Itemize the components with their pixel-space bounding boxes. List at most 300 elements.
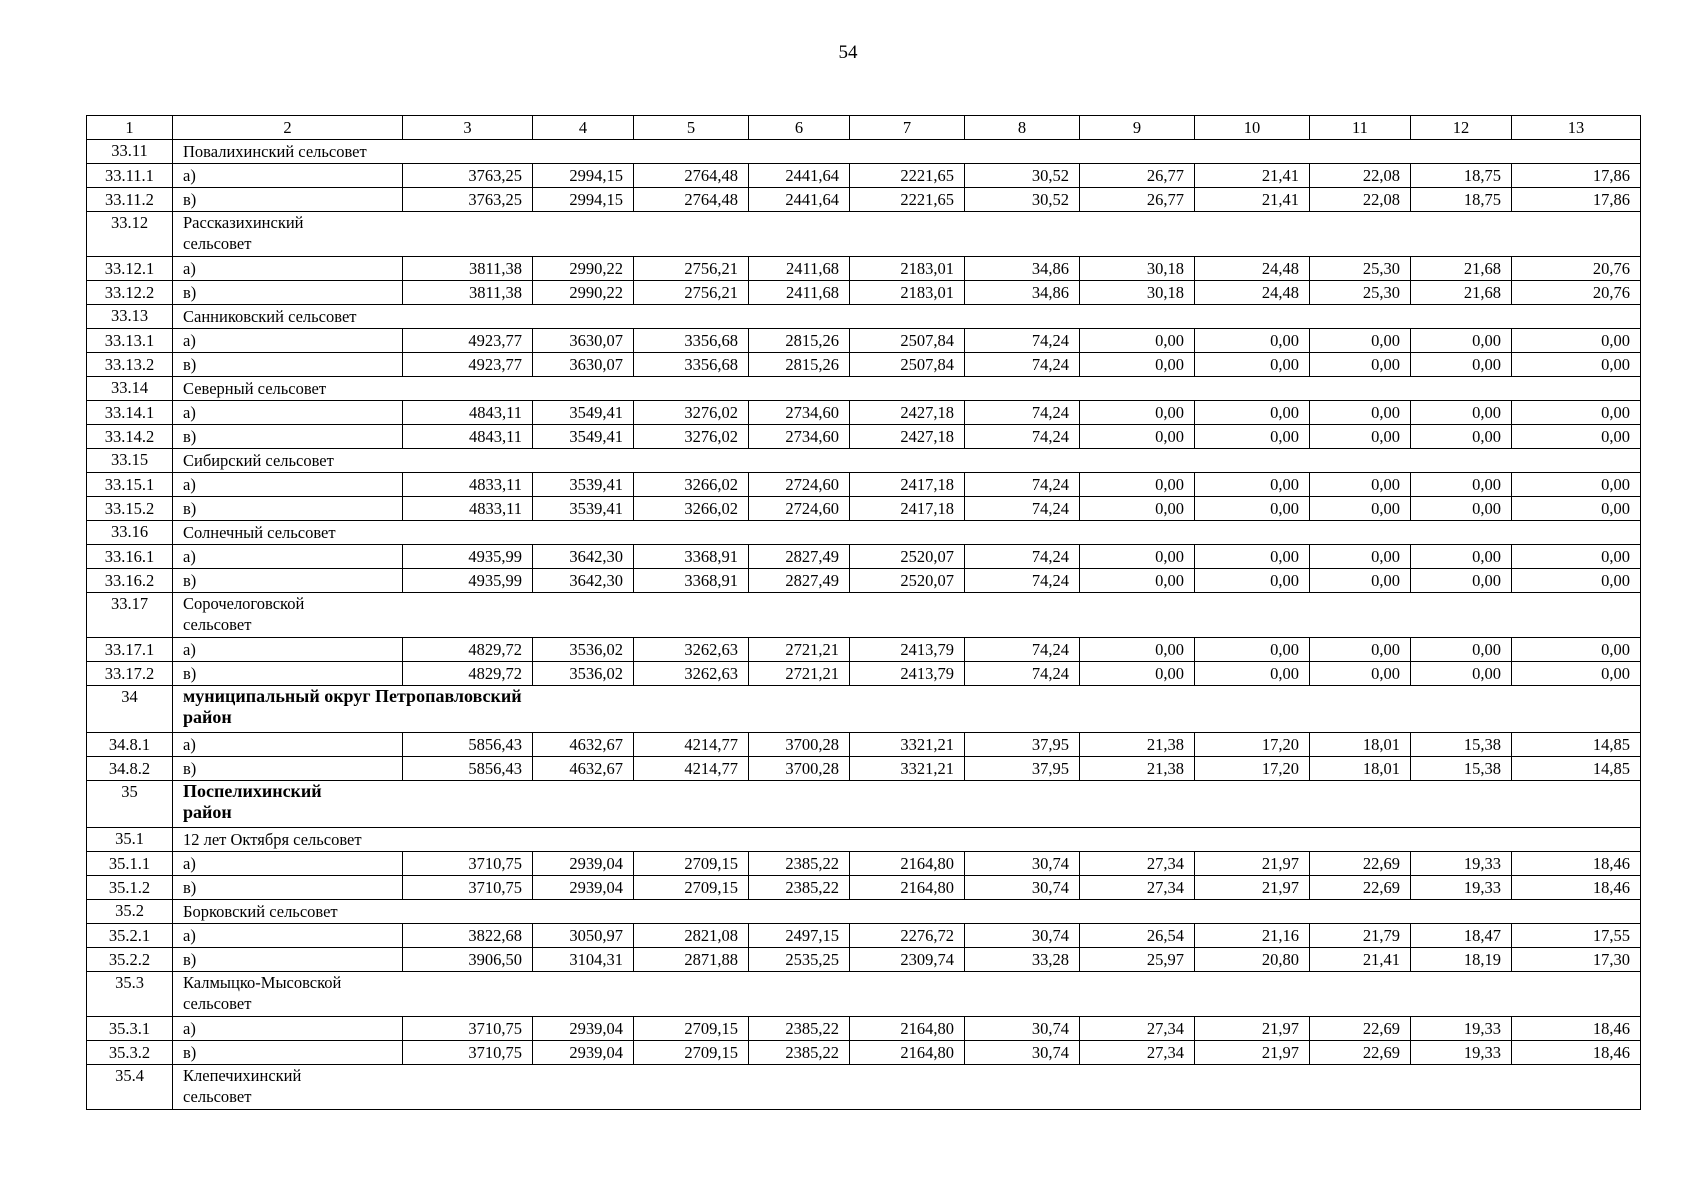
value-cell: 74,24 <box>965 401 1080 425</box>
column-number-header: 7 <box>850 116 965 140</box>
value-cell: 0,00 <box>1080 473 1195 497</box>
value-cell: 0,00 <box>1080 569 1195 593</box>
value-cell: 0,00 <box>1512 497 1641 521</box>
value-cell: 4833,11 <box>403 473 533 497</box>
row-label: в) <box>173 353 403 377</box>
value-cell: 3549,41 <box>533 401 634 425</box>
section-name <box>173 449 1641 473</box>
value-cell: 4923,77 <box>403 353 533 377</box>
value-cell: 30,74 <box>965 1041 1080 1065</box>
value-cell: 15,38 <box>1411 757 1512 781</box>
value-cell: 22,69 <box>1310 1017 1411 1041</box>
value-cell: 14,85 <box>1512 757 1641 781</box>
value-cell: 2385,22 <box>749 1017 850 1041</box>
value-cell: 33,28 <box>965 948 1080 972</box>
value-cell: 25,30 <box>1310 281 1411 305</box>
value-cell: 74,24 <box>965 497 1080 521</box>
value-cell: 2413,79 <box>850 638 965 662</box>
value-cell: 0,00 <box>1080 353 1195 377</box>
value-cell: 2709,15 <box>634 852 749 876</box>
value-cell: 22,08 <box>1310 164 1411 188</box>
tariff-table <box>86 115 1641 1110</box>
value-cell: 0,00 <box>1195 473 1310 497</box>
value-cell: 3262,63 <box>634 662 749 686</box>
value-cell: 74,24 <box>965 569 1080 593</box>
value-cell: 2164,80 <box>850 1017 965 1041</box>
row-code: 33.17.1 <box>87 638 173 662</box>
row-code: 34.8.2 <box>87 757 173 781</box>
row-code: 35 <box>87 781 173 828</box>
value-cell: 0,00 <box>1195 329 1310 353</box>
value-cell: 0,00 <box>1512 473 1641 497</box>
row-label: а) <box>173 638 403 662</box>
table-row <box>87 281 1641 305</box>
value-cell: 0,00 <box>1310 662 1411 686</box>
column-number-header: 6 <box>749 116 850 140</box>
value-cell: 22,69 <box>1310 876 1411 900</box>
value-cell: 18,46 <box>1512 876 1641 900</box>
value-cell: 26,77 <box>1080 188 1195 212</box>
table-row <box>87 329 1641 353</box>
value-cell: 2939,04 <box>533 1041 634 1065</box>
value-cell: 3763,25 <box>403 164 533 188</box>
section-name-line: Клепечихинский <box>183 1066 302 1085</box>
value-cell: 2411,68 <box>749 281 850 305</box>
table-row <box>87 852 1641 876</box>
value-cell: 74,24 <box>965 329 1080 353</box>
value-cell: 3321,21 <box>850 733 965 757</box>
value-cell: 22,69 <box>1310 1041 1411 1065</box>
row-code: 33.11 <box>87 140 173 164</box>
table-row <box>87 545 1641 569</box>
value-cell: 2724,60 <box>749 497 850 521</box>
value-cell: 2164,80 <box>850 852 965 876</box>
section-name-line: район <box>183 707 232 727</box>
value-cell: 2417,18 <box>850 473 965 497</box>
council-header-row <box>87 593 1641 638</box>
value-cell: 2764,48 <box>634 188 749 212</box>
value-cell: 21,97 <box>1195 852 1310 876</box>
value-cell: 2990,22 <box>533 257 634 281</box>
value-cell: 0,00 <box>1195 569 1310 593</box>
section-name-line: Солнечный сельсовет <box>183 523 336 542</box>
value-cell: 2221,65 <box>850 188 965 212</box>
value-cell: 0,00 <box>1310 329 1411 353</box>
row-code: 33.16.2 <box>87 569 173 593</box>
value-cell: 2164,80 <box>850 876 965 900</box>
section-name <box>173 900 1641 924</box>
value-cell: 0,00 <box>1512 401 1641 425</box>
value-cell: 0,00 <box>1411 497 1512 521</box>
value-cell: 3710,75 <box>403 1041 533 1065</box>
value-cell: 3630,07 <box>533 353 634 377</box>
value-cell: 34,86 <box>965 281 1080 305</box>
row-code: 33.17 <box>87 593 173 638</box>
value-cell: 3642,30 <box>533 545 634 569</box>
value-cell: 5856,43 <box>403 733 533 757</box>
value-cell: 3630,07 <box>533 329 634 353</box>
value-cell: 0,00 <box>1512 662 1641 686</box>
table-row <box>87 401 1641 425</box>
district-header-row <box>87 686 1641 733</box>
column-number-header: 3 <box>403 116 533 140</box>
value-cell: 2709,15 <box>634 1041 749 1065</box>
value-cell: 4843,11 <box>403 425 533 449</box>
row-label: в) <box>173 188 403 212</box>
row-label: в) <box>173 1041 403 1065</box>
value-cell: 0,00 <box>1195 662 1310 686</box>
value-cell: 37,95 <box>965 757 1080 781</box>
value-cell: 30,74 <box>965 924 1080 948</box>
value-cell: 3050,97 <box>533 924 634 948</box>
row-label: в) <box>173 876 403 900</box>
table-row <box>87 1041 1641 1065</box>
value-cell: 3368,91 <box>634 569 749 593</box>
value-cell: 2427,18 <box>850 401 965 425</box>
value-cell: 0,00 <box>1080 401 1195 425</box>
value-cell: 0,00 <box>1310 569 1411 593</box>
value-cell: 2871,88 <box>634 948 749 972</box>
section-name <box>173 593 1641 638</box>
row-code: 33.15.2 <box>87 497 173 521</box>
row-code: 33.12.1 <box>87 257 173 281</box>
council-header-row <box>87 140 1641 164</box>
value-cell: 2385,22 <box>749 852 850 876</box>
section-name <box>173 781 1641 828</box>
value-cell: 2520,07 <box>850 569 965 593</box>
value-cell: 19,33 <box>1411 876 1512 900</box>
value-cell: 74,24 <box>965 425 1080 449</box>
council-header-row <box>87 1065 1641 1110</box>
value-cell: 3811,38 <box>403 281 533 305</box>
value-cell: 19,33 <box>1411 1017 1512 1041</box>
value-cell: 18,46 <box>1512 1017 1641 1041</box>
value-cell: 17,30 <box>1512 948 1641 972</box>
row-code: 33.13.1 <box>87 329 173 353</box>
value-cell: 2507,84 <box>850 329 965 353</box>
value-cell: 21,38 <box>1080 733 1195 757</box>
value-cell: 4829,72 <box>403 662 533 686</box>
row-code: 33.17.2 <box>87 662 173 686</box>
value-cell: 2827,49 <box>749 545 850 569</box>
value-cell: 74,24 <box>965 545 1080 569</box>
row-code: 33.11.2 <box>87 188 173 212</box>
row-code: 35.4 <box>87 1065 173 1110</box>
value-cell: 0,00 <box>1310 497 1411 521</box>
value-cell: 20,76 <box>1512 281 1641 305</box>
row-label: в) <box>173 662 403 686</box>
value-cell: 30,52 <box>965 188 1080 212</box>
value-cell: 2721,21 <box>749 662 850 686</box>
council-header-row <box>87 828 1641 852</box>
value-cell: 2721,21 <box>749 638 850 662</box>
table-row <box>87 876 1641 900</box>
value-cell: 24,48 <box>1195 281 1310 305</box>
section-name <box>173 305 1641 329</box>
value-cell: 18,19 <box>1411 948 1512 972</box>
row-label: а) <box>173 545 403 569</box>
council-header-row <box>87 521 1641 545</box>
row-label: в) <box>173 497 403 521</box>
value-cell: 2441,64 <box>749 188 850 212</box>
value-cell: 3710,75 <box>403 876 533 900</box>
value-cell: 21,68 <box>1411 257 1512 281</box>
value-cell: 21,97 <box>1195 876 1310 900</box>
value-cell: 0,00 <box>1195 401 1310 425</box>
value-cell: 2417,18 <box>850 497 965 521</box>
row-label: а) <box>173 401 403 425</box>
section-name-line: сельсовет <box>183 615 252 634</box>
value-cell: 17,20 <box>1195 733 1310 757</box>
value-cell: 3549,41 <box>533 425 634 449</box>
table-row <box>87 257 1641 281</box>
value-cell: 4935,99 <box>403 545 533 569</box>
value-cell: 2939,04 <box>533 876 634 900</box>
column-number-header: 11 <box>1310 116 1411 140</box>
row-label: а) <box>173 852 403 876</box>
value-cell: 0,00 <box>1411 638 1512 662</box>
value-cell: 74,24 <box>965 353 1080 377</box>
council-header-row <box>87 449 1641 473</box>
section-name-line: Рассказихинский <box>183 213 304 232</box>
section-name <box>173 686 1641 733</box>
value-cell: 2385,22 <box>749 1041 850 1065</box>
table-row <box>87 733 1641 757</box>
row-code: 33.12 <box>87 212 173 257</box>
section-name <box>173 972 1641 1017</box>
value-cell: 3539,41 <box>533 497 634 521</box>
table-row <box>87 473 1641 497</box>
value-cell: 21,97 <box>1195 1017 1310 1041</box>
value-cell: 0,00 <box>1080 329 1195 353</box>
value-cell: 74,24 <box>965 638 1080 662</box>
value-cell: 2385,22 <box>749 876 850 900</box>
row-code: 33.14.1 <box>87 401 173 425</box>
value-cell: 0,00 <box>1512 638 1641 662</box>
value-cell: 26,54 <box>1080 924 1195 948</box>
row-code: 34 <box>87 686 173 733</box>
district-header-row <box>87 781 1641 828</box>
value-cell: 4833,11 <box>403 497 533 521</box>
column-number-header: 10 <box>1195 116 1310 140</box>
row-code: 33.16.1 <box>87 545 173 569</box>
value-cell: 26,77 <box>1080 164 1195 188</box>
value-cell: 3539,41 <box>533 473 634 497</box>
value-cell: 4214,77 <box>634 757 749 781</box>
value-cell: 17,86 <box>1512 164 1641 188</box>
table-row <box>87 638 1641 662</box>
value-cell: 3356,68 <box>634 329 749 353</box>
value-cell: 0,00 <box>1195 545 1310 569</box>
value-cell: 25,97 <box>1080 948 1195 972</box>
row-code: 35.3.1 <box>87 1017 173 1041</box>
value-cell: 0,00 <box>1512 425 1641 449</box>
section-name-line: сельсовет <box>183 234 252 253</box>
table-row <box>87 353 1641 377</box>
value-cell: 0,00 <box>1411 545 1512 569</box>
value-cell: 2507,84 <box>850 353 965 377</box>
value-cell: 21,41 <box>1195 188 1310 212</box>
table-row <box>87 164 1641 188</box>
value-cell: 2764,48 <box>634 164 749 188</box>
value-cell: 0,00 <box>1310 545 1411 569</box>
value-cell: 2821,08 <box>634 924 749 948</box>
value-cell: 3276,02 <box>634 425 749 449</box>
section-name <box>173 140 1641 164</box>
value-cell: 0,00 <box>1411 569 1512 593</box>
row-label: а) <box>173 924 403 948</box>
value-cell: 21,68 <box>1411 281 1512 305</box>
value-cell: 0,00 <box>1411 662 1512 686</box>
value-cell: 0,00 <box>1512 353 1641 377</box>
row-code: 33.11.1 <box>87 164 173 188</box>
value-cell: 18,01 <box>1310 757 1411 781</box>
value-cell: 74,24 <box>965 662 1080 686</box>
row-code: 33.12.2 <box>87 281 173 305</box>
value-cell: 3266,02 <box>634 473 749 497</box>
council-header-row <box>87 377 1641 401</box>
value-cell: 2724,60 <box>749 473 850 497</box>
value-cell: 21,41 <box>1195 164 1310 188</box>
row-code: 33.15.1 <box>87 473 173 497</box>
value-cell: 3356,68 <box>634 353 749 377</box>
value-cell: 2756,21 <box>634 281 749 305</box>
value-cell: 0,00 <box>1195 353 1310 377</box>
value-cell: 2827,49 <box>749 569 850 593</box>
table-row <box>87 662 1641 686</box>
value-cell: 2815,26 <box>749 353 850 377</box>
value-cell: 21,38 <box>1080 757 1195 781</box>
value-cell: 30,52 <box>965 164 1080 188</box>
value-cell: 2756,21 <box>634 257 749 281</box>
value-cell: 3710,75 <box>403 1017 533 1041</box>
value-cell: 20,80 <box>1195 948 1310 972</box>
value-cell: 2221,65 <box>850 164 965 188</box>
value-cell: 17,86 <box>1512 188 1641 212</box>
council-header-row <box>87 972 1641 1017</box>
section-name-line: Сибирский сельсовет <box>183 451 334 470</box>
row-code: 33.13 <box>87 305 173 329</box>
value-cell: 27,34 <box>1080 1017 1195 1041</box>
value-cell: 2413,79 <box>850 662 965 686</box>
value-cell: 0,00 <box>1411 329 1512 353</box>
value-cell: 17,20 <box>1195 757 1310 781</box>
value-cell: 2815,26 <box>749 329 850 353</box>
table-row <box>87 188 1641 212</box>
value-cell: 0,00 <box>1310 401 1411 425</box>
section-name-line: 12 лет Октября сельсовет <box>183 830 362 849</box>
value-cell: 3368,91 <box>634 545 749 569</box>
row-code: 35.3 <box>87 972 173 1017</box>
section-name <box>173 828 1641 852</box>
value-cell: 2497,15 <box>749 924 850 948</box>
value-cell: 4923,77 <box>403 329 533 353</box>
value-cell: 2441,64 <box>749 164 850 188</box>
table-row <box>87 425 1641 449</box>
value-cell: 14,85 <box>1512 733 1641 757</box>
value-cell: 3700,28 <box>749 733 850 757</box>
section-name-line: сельсовет <box>183 994 252 1013</box>
value-cell: 2183,01 <box>850 257 965 281</box>
value-cell: 2709,15 <box>634 876 749 900</box>
section-name <box>173 377 1641 401</box>
column-number-header: 5 <box>634 116 749 140</box>
value-cell: 0,00 <box>1512 569 1641 593</box>
value-cell: 0,00 <box>1310 353 1411 377</box>
value-cell: 3906,50 <box>403 948 533 972</box>
value-cell: 21,97 <box>1195 1041 1310 1065</box>
row-code: 34.8.1 <box>87 733 173 757</box>
value-cell: 4632,67 <box>533 733 634 757</box>
row-code: 35.3.2 <box>87 1041 173 1065</box>
value-cell: 3710,75 <box>403 852 533 876</box>
value-cell: 0,00 <box>1310 473 1411 497</box>
value-cell: 0,00 <box>1310 425 1411 449</box>
table-row <box>87 497 1641 521</box>
value-cell: 3763,25 <box>403 188 533 212</box>
council-header-row <box>87 212 1641 257</box>
value-cell: 3104,31 <box>533 948 634 972</box>
value-cell: 20,76 <box>1512 257 1641 281</box>
value-cell: 21,79 <box>1310 924 1411 948</box>
value-cell: 2994,15 <box>533 164 634 188</box>
value-cell: 25,30 <box>1310 257 1411 281</box>
value-cell: 18,46 <box>1512 1041 1641 1065</box>
section-name-line: сельсовет <box>183 1087 252 1106</box>
value-cell: 30,18 <box>1080 257 1195 281</box>
row-label: а) <box>173 329 403 353</box>
value-cell: 0,00 <box>1195 497 1310 521</box>
row-code: 33.14 <box>87 377 173 401</box>
value-cell: 2309,74 <box>850 948 965 972</box>
value-cell: 19,33 <box>1411 852 1512 876</box>
table-row <box>87 924 1641 948</box>
section-name <box>173 521 1641 545</box>
section-name-line: Северный сельсовет <box>183 379 327 398</box>
row-code: 35.2.1 <box>87 924 173 948</box>
value-cell: 3642,30 <box>533 569 634 593</box>
row-label: а) <box>173 733 403 757</box>
row-code: 35.2.2 <box>87 948 173 972</box>
value-cell: 2994,15 <box>533 188 634 212</box>
value-cell: 34,86 <box>965 257 1080 281</box>
value-cell: 30,74 <box>965 1017 1080 1041</box>
value-cell: 17,55 <box>1512 924 1641 948</box>
value-cell: 0,00 <box>1512 329 1641 353</box>
value-cell: 22,08 <box>1310 188 1411 212</box>
value-cell: 18,75 <box>1411 164 1512 188</box>
section-name <box>173 1065 1641 1110</box>
value-cell: 74,24 <box>965 473 1080 497</box>
value-cell: 3811,38 <box>403 257 533 281</box>
row-code: 33.15 <box>87 449 173 473</box>
column-number-header: 8 <box>965 116 1080 140</box>
value-cell: 30,74 <box>965 852 1080 876</box>
row-code: 35.2 <box>87 900 173 924</box>
value-cell: 0,00 <box>1512 545 1641 569</box>
value-cell: 3262,63 <box>634 638 749 662</box>
value-cell: 0,00 <box>1080 638 1195 662</box>
row-label: в) <box>173 948 403 972</box>
value-cell: 19,33 <box>1411 1041 1512 1065</box>
value-cell: 0,00 <box>1080 545 1195 569</box>
table-row <box>87 948 1641 972</box>
value-cell: 2183,01 <box>850 281 965 305</box>
row-label: в) <box>173 281 403 305</box>
value-cell: 4935,99 <box>403 569 533 593</box>
table-body <box>87 116 1641 1110</box>
value-cell: 2939,04 <box>533 1017 634 1041</box>
